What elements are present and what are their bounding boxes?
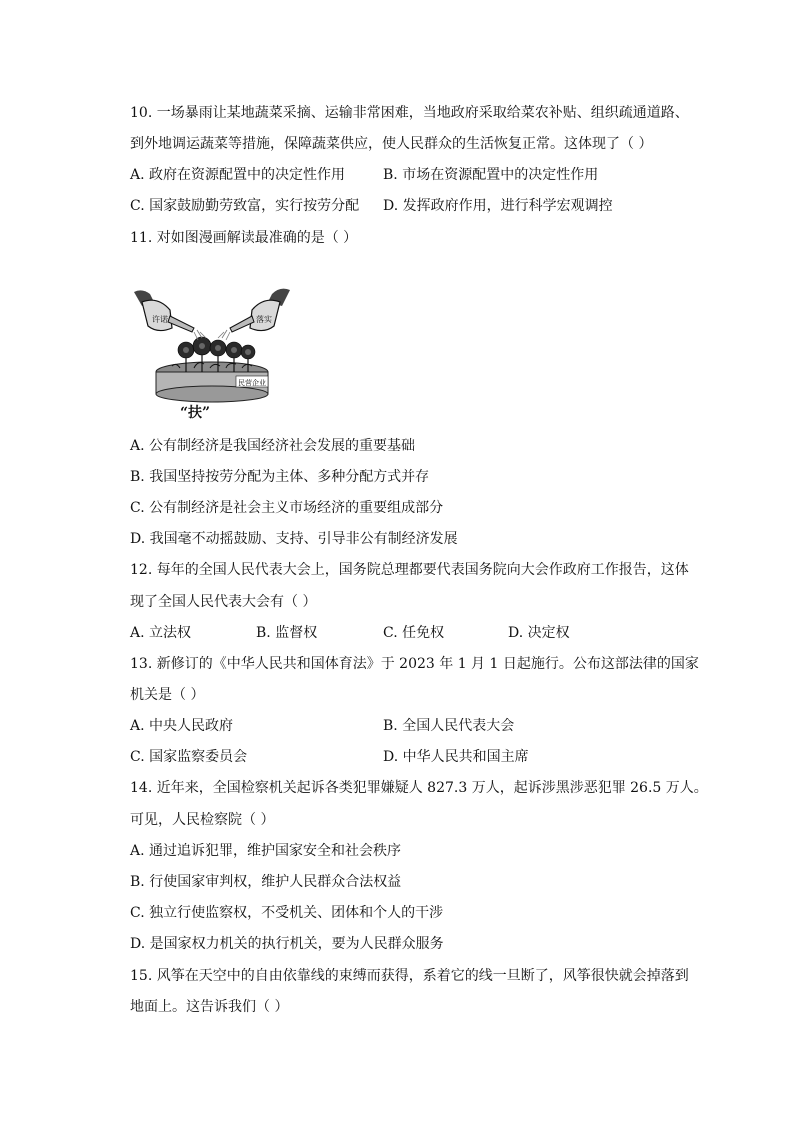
watering-cans-cartoon [128,288,296,420]
q14-option-b: B. 行使国家审判权，维护人民群众合法权益 [130,874,402,890]
svg-text:落实: 落实 [256,315,272,324]
q14-option-a: A. 通过追诉犯罪，维护国家安全和社会秩序 [130,843,402,859]
q12-option-b: B. 监督权 [256,625,318,641]
q14-stem-line1: 14. 近年来，全国检察机关起诉各类犯罪嫌疑人 827.3 万人，起诉涉黑涉恶犯罪 26.5 万人。 [130,780,708,796]
q10-option-c: C. 国家鼓励勤劳致富，实行按劳分配 [130,198,360,214]
q13-stem-line2: 机关是（ ） [130,687,205,703]
q12-option-d: D. 决定权 [508,625,570,641]
q10-stem-line1: 10. 一场暴雨让某地蔬菜采摘、运输非常困难，当地政府采取给菜农补贴、组织疏通道路、 [130,105,689,121]
q14-option-c: C. 独立行使监察权，不受机关、团体和个人的干涉 [130,905,444,921]
q10-option-b: B. 市场在资源配置中的决定性作用 [383,167,599,183]
q11-option-b: B. 我国坚持按劳分配为主体、多种分配方式并存 [130,469,430,485]
q10-option-a: A. 政府在资源配置中的决定性作用 [130,167,346,183]
q11-option-d: D. 我国毫不动摇鼓励、支持、引导非公有制经济发展 [130,531,458,547]
q15-stem-line2: 地面上。这告诉我们（ ） [130,999,289,1015]
cartoon-figure [128,288,296,420]
q12-option-a: A. 立法权 [130,625,192,641]
svg-text:许诺: 许诺 [152,315,168,324]
q14-stem-line2: 可见，人民检察院（ ） [130,812,275,828]
q12-stem-line1: 12. 每年的全国人民代表大会上，国务院总理都要代表国务院向大会作政府工作报告，这体 [130,562,689,578]
q13-option-a: A. 中央人民政府 [130,718,234,734]
q11-stem: 11. 对如图漫画解读最准确的是（ ） [130,230,358,246]
q15-stem-line1: 15. 风筝在天空中的自由依靠线的束缚而获得，系着它的线一旦断了，风筝很快就会掉落到 [130,968,689,984]
q13-stem-line1: 13. 新修订的《中华人民共和国体育法》于 2023 年 1 月 1 日起施行。公布这部法律的国家 [130,656,699,672]
q11-option-c: C. 公有制经济是社会主义市场经济的重要组成部分 [130,500,444,516]
q10-stem-line2: 到外地调运蔬菜等措施，保障蔬菜供应，使人民群众的生活恢复正常。这体现了（ ） [130,136,653,152]
q13-option-b: B. 全国人民代表大会 [383,718,515,734]
q13-option-d: D. 中华人民共和国主席 [383,749,529,765]
q10-option-d: D. 发挥政府作用，进行科学宏观调控 [383,198,613,214]
q12-stem-line2: 现了全国人民代表大会有（ ） [130,594,317,610]
q14-option-d: D. 是国家权力机关的执行机关，要为人民群众服务 [130,936,444,952]
q12-option-c: C. 任免权 [383,625,445,641]
q11-option-a: A. 公有制经济是我国经济社会发展的重要基础 [130,438,416,454]
svg-text:民营企业: 民营企业 [238,379,266,387]
cartoon-caption: “扶” [180,405,211,421]
q13-option-c: C. 国家监察委员会 [130,749,248,765]
